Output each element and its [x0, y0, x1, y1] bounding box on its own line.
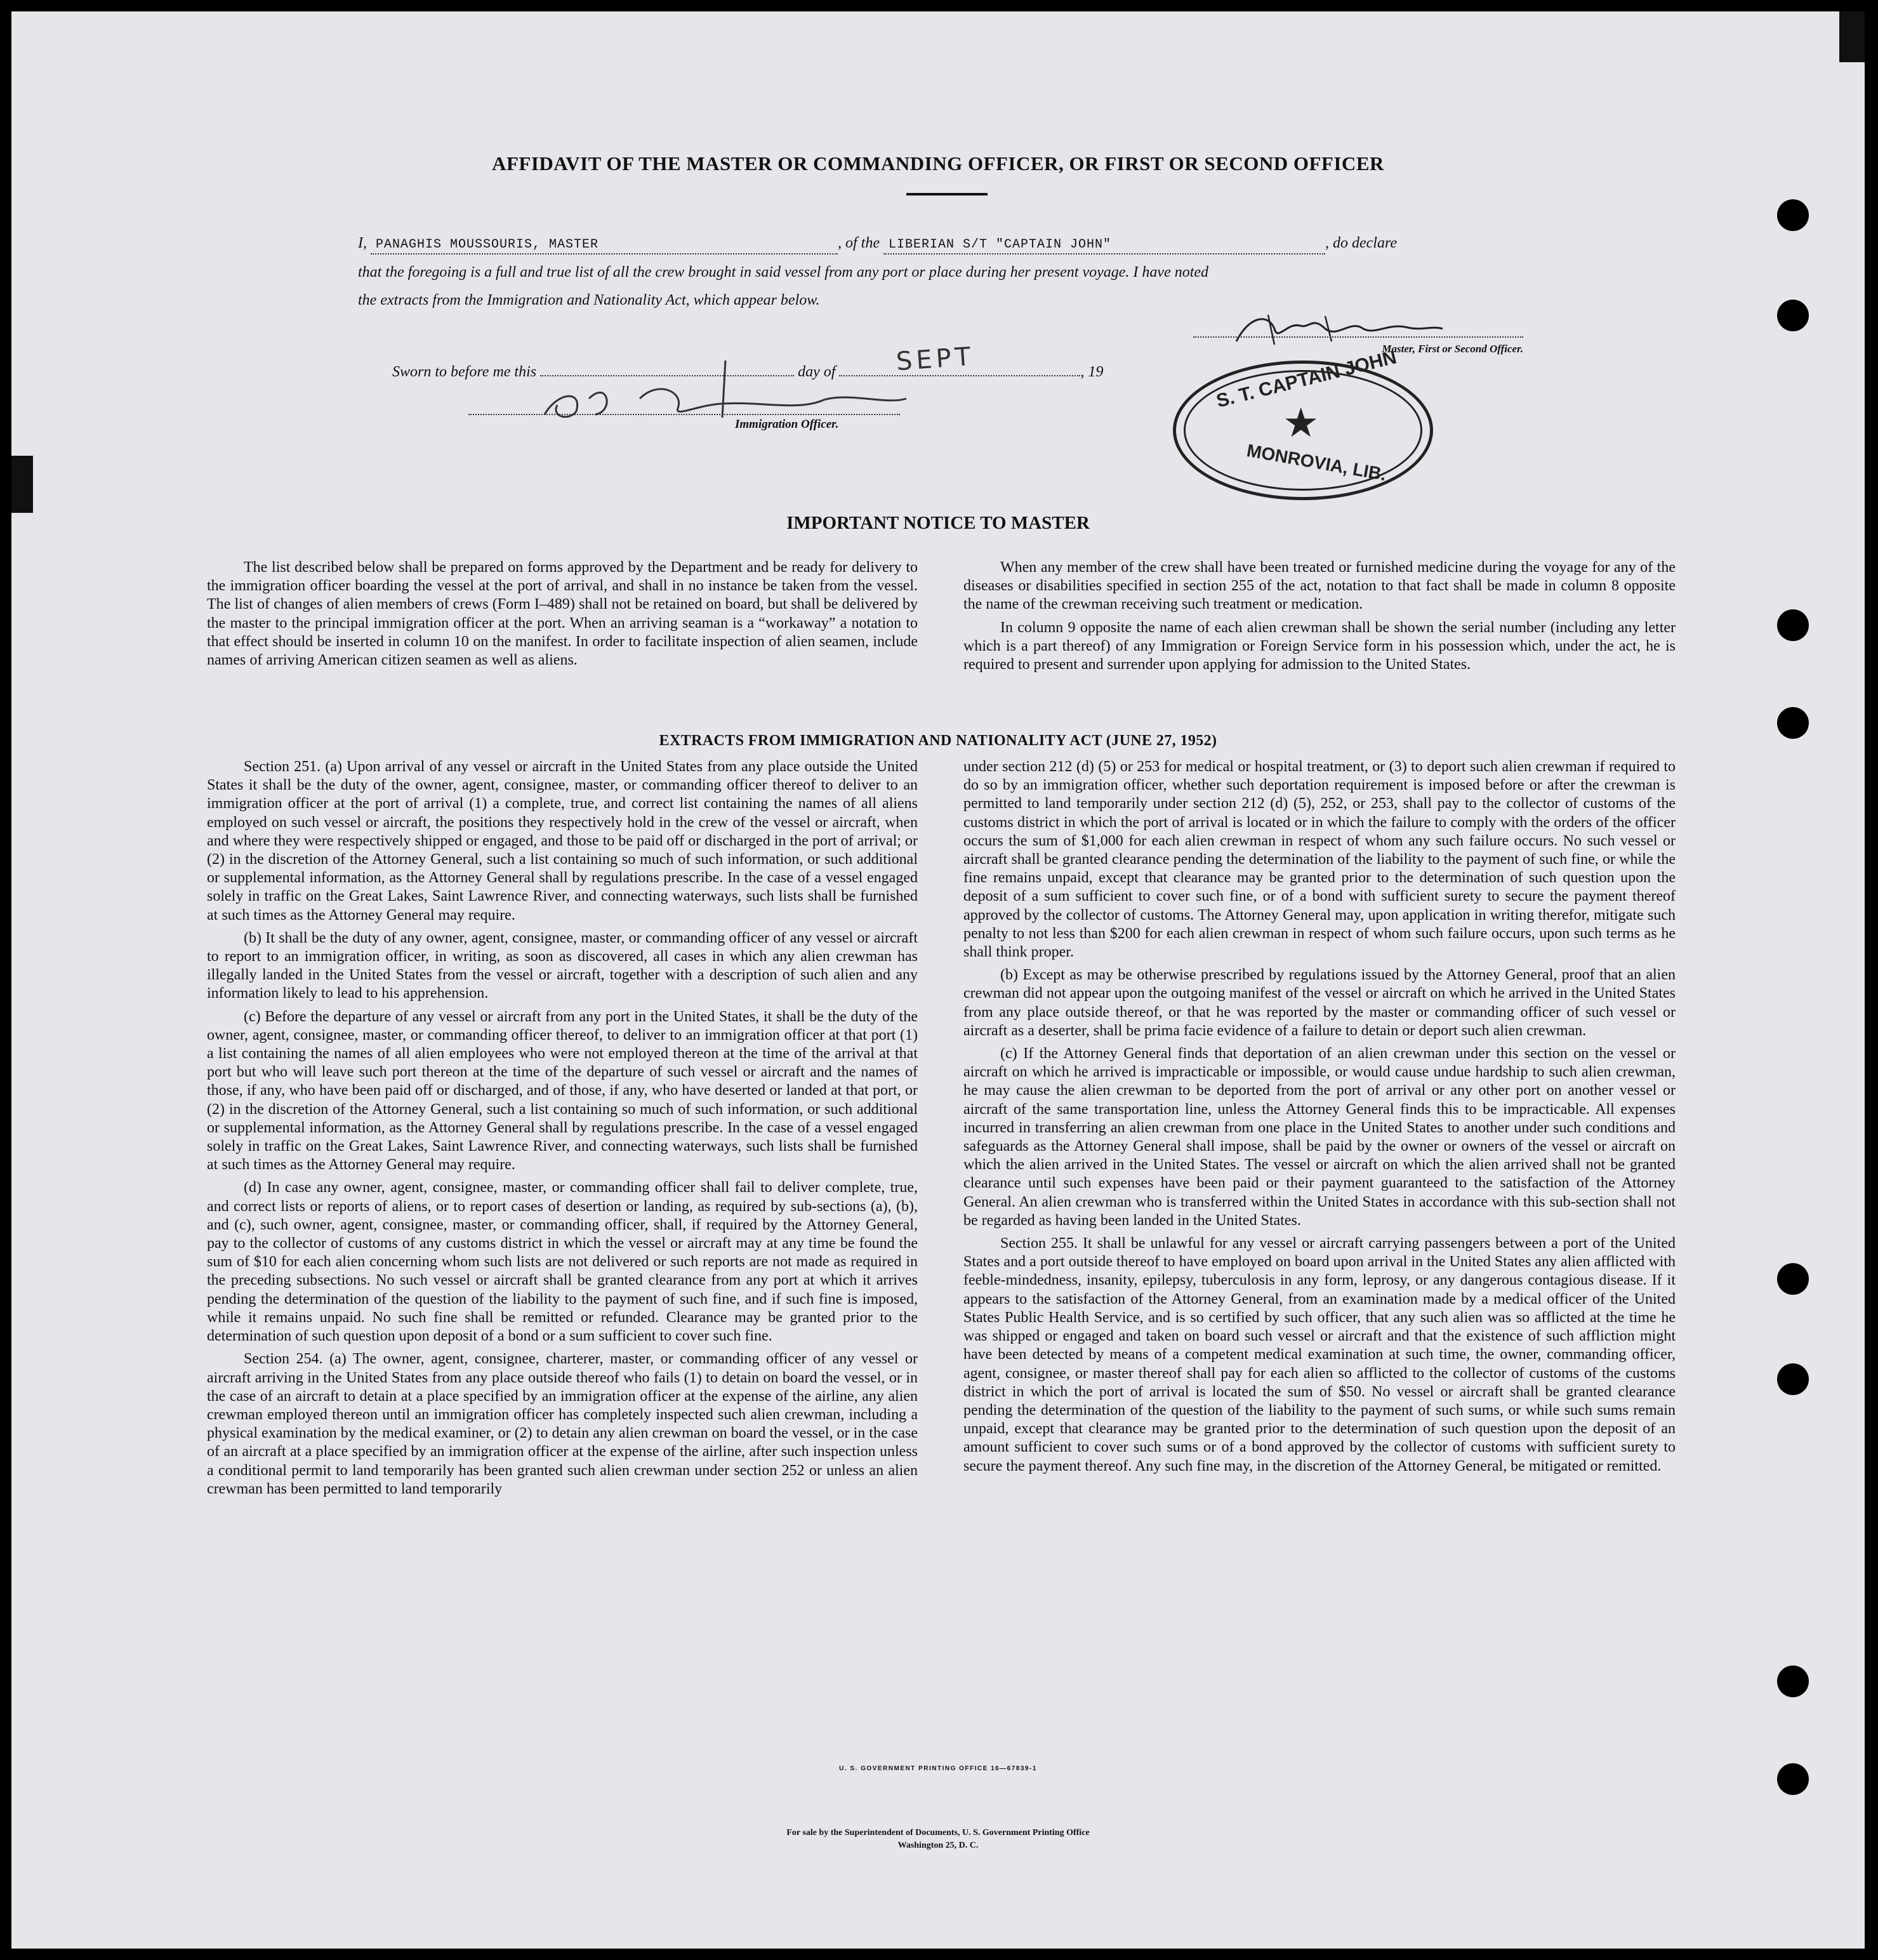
notice-paragraph: In column 9 opposite the name of each alien crewman shall be shown the serial number (including any letter which is a part thereof) of any Immigration or Foreign Service form in his possession which, under the act, he is required to present and surrender upon applying for admission to the United States.: [963, 619, 1676, 673]
edge-tear-mark: [1839, 11, 1865, 62]
ship-stamp: [1173, 347, 1433, 500]
extracts-left-column: [207, 758, 918, 1503]
affidavit-title: AFFIDAVIT OF THE MASTER OR COMMANDING OFFICER, OR FIRST OR SECOND OFFICER: [492, 152, 1384, 175]
punch-hole: [1777, 1263, 1809, 1295]
of-the-label: , of the: [838, 235, 880, 251]
sworn-label: Sworn to before me this: [392, 364, 537, 380]
punch-hole: [1777, 1363, 1809, 1395]
year-prefix: , 19: [1080, 364, 1104, 380]
declaration-line-2: that the foregoing is a full and true list of all the crew brought in said vessel from any port or place during her present voyage. I have noted: [358, 264, 1209, 281]
notice-left-column: [207, 559, 918, 674]
day-of-label: day of: [798, 364, 836, 380]
declaration-line-3: the extracts from the Immigration and Nationality Act, which appear below.: [358, 292, 820, 308]
master-signature: [1230, 310, 1446, 348]
declaration-line-1: [358, 228, 1538, 258]
extracts-title: EXTRACTS FROM IMMIGRATION AND NATIONALITY ACT (JUNE 27, 1952): [659, 732, 1217, 749]
notice-paragraph: When any member of the crew shall have been treated or furnished medicine during the voyage for any of the diseases or disabilities specified in section 255 of the act, notation to that fact shall be made in column 8 opposite the name of the crewman receiving such treatment or medication.: [963, 559, 1676, 613]
statute-paragraph: (b) Except as may be otherwise prescribed by regulations issued by the Attorney General, proof that an alien crewman did not appear upon the outgoing manifest of the vessel or aircraft on which he arrived in the United States from any place outside thereof, or that he was reported by the master or commanding officer of such vessel or aircraft as a deserter, shall be prima facie evidence of a failure to detain or deport such alien crewman.: [963, 967, 1676, 1039]
statute-paragraph: (b) It shall be the duty of any owner, agent, consignee, master, or commanding officer of any vessel or aircraft to report to an immigration officer, in writing, as soon as discovered, all cases in which any alien crewman has illegally landed in the United States from the vessel or aircraft, together with a description of such alien and any information likely to lead to his apprehension.: [207, 929, 918, 1002]
immigration-officer-label: Immigration Officer.: [735, 418, 839, 431]
statute-paragraph: Section 254. (a) The owner, agent, consignee, charterer, master, or commanding officer of any vessel or aircraft arriving in the United States from any place outside thereof who fails (1) to detain on board the vessel, or in the case of an aircraft to detain at a place specified by an immigration officer at the expense of the airline, any alien crewman employed thereon until an immigration officer has completely inspected such alien crewman, including a physical examination by the medical examiner, or (2) to detain any alien crewman on board the vessel, or in the case of an aircraft at a place specified by an immigration officer at the expense of the airline, after such inspection unless a conditional permit to land temporarily has been granted such alien crewman under section 252 or unless an alien crewman has been permitted to land temporarily: [207, 1351, 918, 1497]
star-icon: ★: [1283, 401, 1319, 446]
sale-notice-line-1: For sale by the Superintendent of Documents, U. S. Government Printing Office: [786, 1828, 1090, 1838]
punch-hole: [1777, 609, 1809, 641]
statute-paragraph: Section 251. (a) Upon arrival of any vessel or aircraft in the United States from any place outside the United States it shall be the duty of the owner, agent, consignee, master, or commanding officer thereof to deliver to an immigration officer at the port of arrival (1) a complete, true, and correct list containing the names of all aliens employed on such vessel or aircraft, the positions they respectively hold in the crew of the vessel or aircraft, when and where they were respectively shipped or engaged, and those to be paid off or discharged in the port of arrival; or (2) in the discretion of the Attorney General, such a list containing so much of such information, or such additional or supplemental information, as the Attorney General shall by regulations prescribe. In the case of a vessel engaged solely in traffic on the Great Lakes, Saint Lawrence River, and connecting waterways, such lists shall be furnished at such times as the Attorney General may require.: [207, 758, 918, 924]
do-declare-label: , do declare: [1325, 235, 1398, 251]
document-page: [11, 11, 1865, 1949]
notice-title: IMPORTANT NOTICE TO MASTER: [786, 513, 1090, 533]
printing-office-code: U. S. GOVERNMENT PRINTING OFFICE 16—67839-1: [839, 1765, 1037, 1772]
sale-notice-line-2: Washington 25, D. C.: [897, 1841, 979, 1850]
officer-signature-line: [1193, 336, 1523, 338]
notice-right-column: [963, 559, 1676, 679]
statute-paragraph: (d) In case any owner, agent, consignee, master, or commanding officer shall fail to deliver complete, true, and correct lists or reports of aliens, or to report cases of desertion or landing, as required by sub-sections (a), (b), and (c), such owner, agent, consignee, master, or commanding officer, shall, if required by the Attorney General, pay to the collector of customs of any customs district in which the vessel or aircraft may at any time be found the sum of $10 for each alien concerning whom such lists are not delivered or such reports are not made as required in the preceding subsections. No such vessel or aircraft shall be granted clearance from any port at which it arrives pending the determination of the question of the liability to the payment of such fine, and if such fine is imposed, while it remains unpaid. No such fine shall be remitted or refunded. Clearance may be granted prior to the determination of such question upon deposit of a bond or a sum sufficient to cover such fine.: [207, 1179, 918, 1345]
extracts-right-column: [963, 758, 1676, 1480]
stamp-top-text: S. T. CAPTAIN JOHN: [1214, 347, 1399, 412]
notice-paragraph: The list described below shall be prepared on forms approved by the Department and be ready for delivery to the immigration officer boarding the vessel at the port of arrival, and shall in no instance be taken from the vessel. The list of changes of alien members of crews (Form I–489) shall not be retained on board, but shall be delivered by the master to the principal immigration officer at the port. When an arriving seaman is a “workaway” a notation to that effect should be inserted in column 10 on the manifest. In order to facilitate inspection of alien seamen, include names of arriving American citizen seamen as well as aliens.: [207, 559, 918, 669]
statute-paragraph: under section 212 (d) (5) or 253 for medical or hospital treatment, or (3) to deport such alien crewman if required to do so by an immigration officer, whether such deportation requirement is imposed before or after the crewman is permitted to land temporarily under section 212 (d) (5), 252, or 253, shall pay to the collector of customs of the customs district in which the port of arrival is located or in which the failure to comply with the orders of the officer occurs the sum of $1,000 for each alien crewman in respect of whom any such failure occurs. No such vessel or aircraft shall be granted clearance pending the determination of the liability to the payment of such fine, or while the fine remains unpaid, except that clearance may be granted prior to the determination of such question upon the deposit of a sum sufficient to cover such fine, or of a bond with sufficient surety to secure the payment thereof approved by the collector of customs. The Attorney General may, upon application in writing therefor, mitigate such penalty to not less than $200 for each alien crewman in respect of whom such failure occurs, upon such terms as he shall think proper.: [963, 758, 1676, 961]
edge-tear-mark: [11, 456, 33, 513]
punch-hole: [1777, 199, 1809, 231]
immigration-signature-line: [468, 414, 900, 415]
statute-paragraph: (c) Before the departure of any vessel or aircraft from any port in the United States, it shall be the duty of the owner, agent, consignee, master, or commanding officer thereof, to deliver to an immigration officer at that port (1) a list containing the names of all alien employees who were not employed thereon at the time of the arrival at that port but who will leave such port thereon at the time of the departure of such vessel or aircraft and the names of those, if any, who have been paid off or discharged, and of those, if any, who have deserted or landed at that port, or (2) in the discretion of the Attorney General, such a list containing so much of such information, or such additional or supplemental information, as the Attorney General shall by regulations prescribe. In the case of a vessel engaged solely in traffic on the Great Lakes, Saint Lawrence River, and connecting waterways, such lists shall be furnished at such times as the Attorney General may require.: [207, 1008, 918, 1174]
i-label: I,: [358, 235, 367, 251]
vessel-name-field: LIBERIAN S/T "CAPTAIN JOHN": [883, 237, 1325, 255]
master-name-field: PANAGHIS MOUSSOURIS, MASTER: [371, 237, 838, 255]
officer-title-label: Master, First or Second Officer.: [1382, 343, 1523, 355]
statute-paragraph: Section 255. It shall be unlawful for any vessel or aircraft carrying passengers between a port of the United States and a port outside thereof to have employed on board upon arrival in the United States any alien afflicted with feeble-mindedness, insanity, epilepsy, tuberculosis in any form, leprosy, or any dangerous contagious disease. If it appears to the satisfaction of the Attorney General, from an examination made by a medical officer of the United States Public Health Service, and is so certified by such officer, that any such alien was so afflicted at the time he was shipped or engaged and taken on board such vessel or aircraft and that the existence of such affliction might have been detected by means of a competent medical examination at such time, the owner, commanding officer, agent, consignee, or master thereof shall pay for each alien so afflicted to the collector of customs of the customs district in which the port of arrival is located the sum of $50. No vessel or aircraft shall be granted clearance pending the determination of the question of the liability to the payment of such sums, or while such sums remain unpaid, except that clearance may be granted prior to the determination of such question upon the deposit of an amount sufficient to cover such sums or of a bond approved by the collector of customs with sufficient surety to secure the payment thereof. Any such fine may, in the discretion of the Attorney General, be mitigated or remitted.: [963, 1235, 1676, 1474]
punch-hole: [1777, 1665, 1809, 1697]
statute-paragraph: (c) If the Attorney General finds that deportation of an alien crewman under this section on the vessel or aircraft on which he arrived is impracticable or impossible, or would cause undue hardship to such alien crewman, he may cause the alien crewman to be deported from the port of arrival or any other port on another vessel or aircraft of the same transportation line, unless the Attorney General finds this to be impracticable. All expenses incurred in transferring an alien crewman from one place in the United States to another under such conditions and safeguards as the Attorney General shall impose, shall be paid by the owner or owners of the vessel or aircraft on which the alien arrived in the United States. The vessel or aircraft on which the alien arrived shall not be granted clearance until such expenses have been paid or their payment guaranteed to the satisfaction of the Attorney General. An alien crewman who is transferred within the United States in accordance with this sub-section shall not be regarded as having been landed in the United States.: [963, 1045, 1676, 1229]
handwritten-month: SEPT: [895, 341, 976, 377]
title-rule: [906, 193, 988, 195]
stamp-bottom-text: MONROVIA, LIB.: [1245, 440, 1388, 485]
punch-hole: [1777, 300, 1809, 331]
